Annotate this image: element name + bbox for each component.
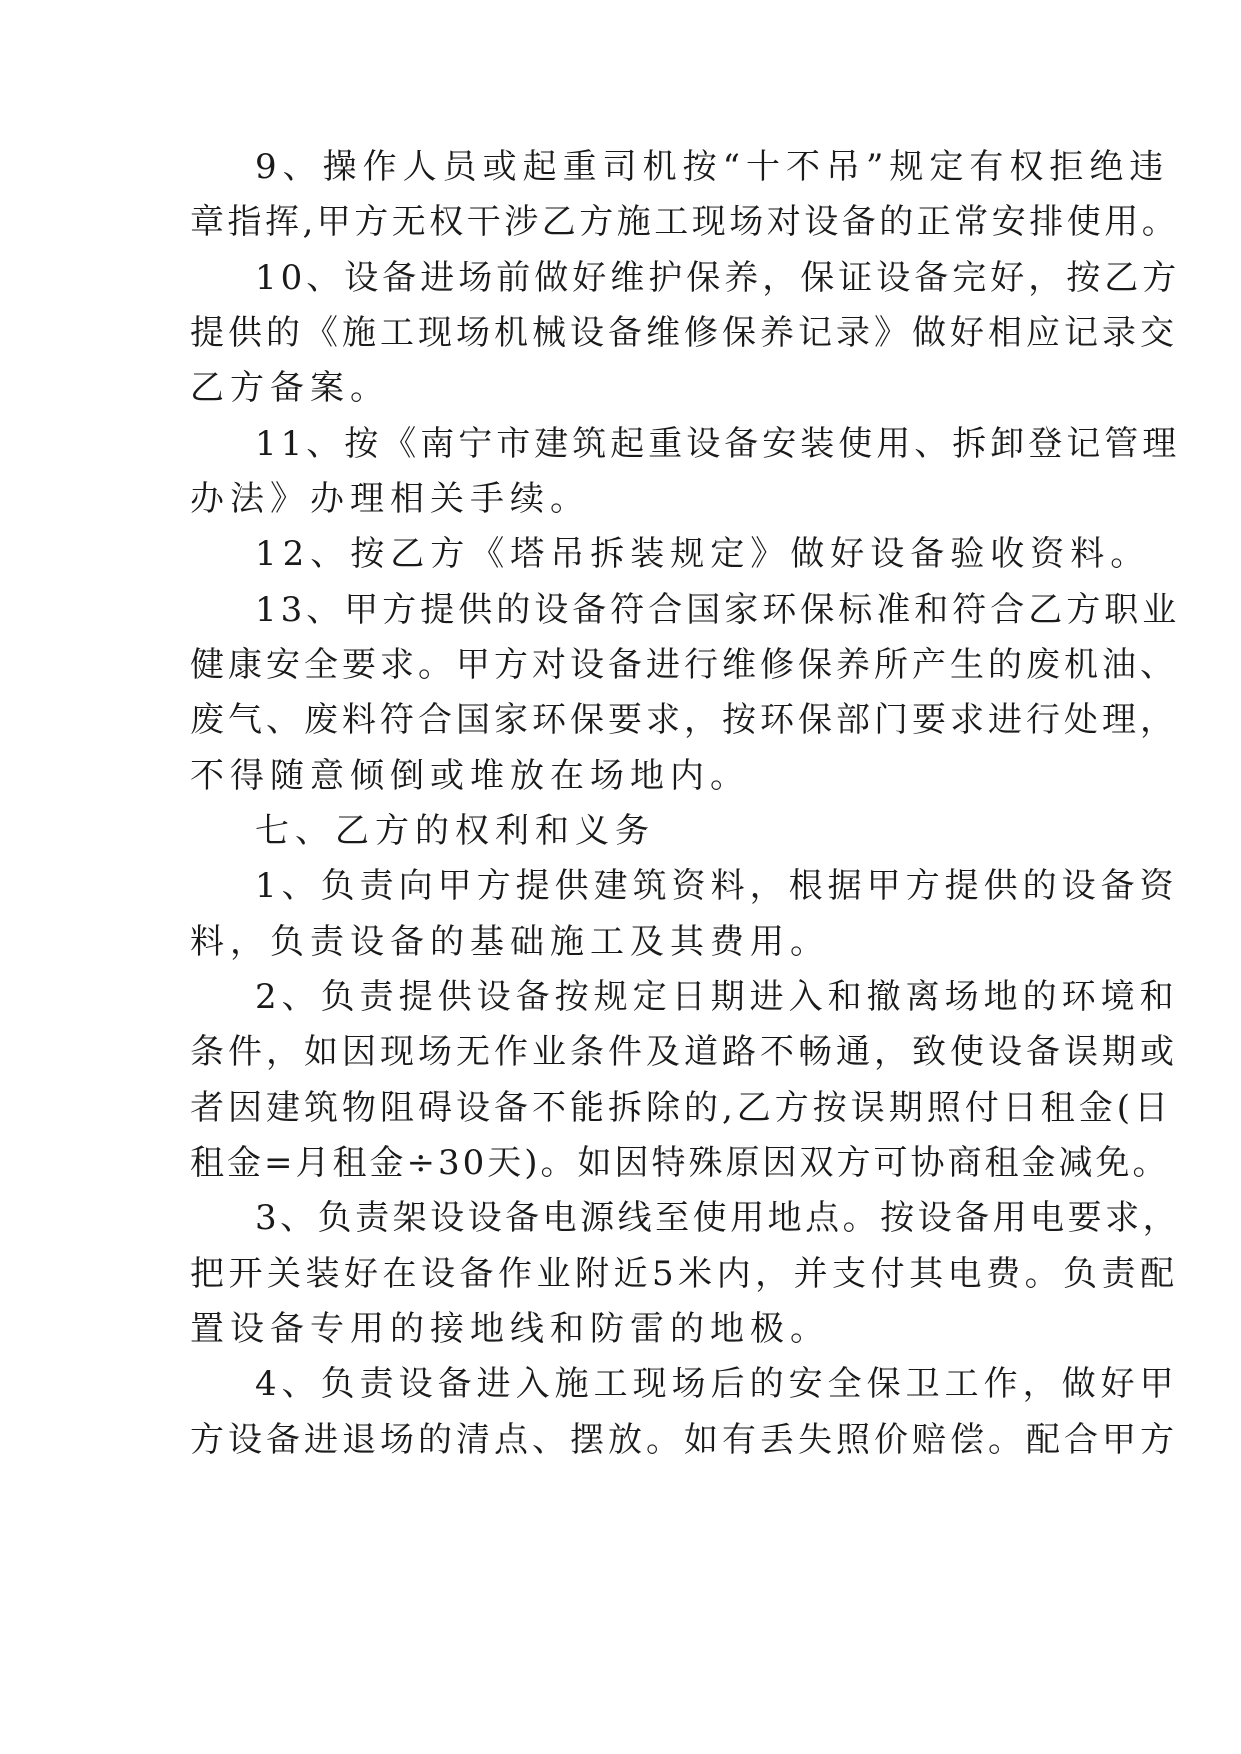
text-line: 方设备进退场的清点、摆放。如有丢失照价赔偿。配合甲方: [190, 1420, 1178, 1460]
text-line: 9、操作人员或起重司机按“十不吊”规定有权拒绝违: [255, 147, 1170, 187]
text-line: 不得随意倾倒或堆放在场地内。: [190, 756, 750, 796]
text-line: 2、负责提供设备按规定日期进入和撤离场地的环境和: [255, 977, 1179, 1017]
text-line: 废气、废料符合国家环保要求，按环保部门要求进行处理，: [190, 700, 1178, 740]
section-heading: 七、乙方的权利和义务: [255, 811, 655, 851]
text-line: 3、负责架设设备电源线至使用地点。按设备用电要求，: [255, 1198, 1181, 1238]
text-line: 者因建筑物阻碍设备不能拆除的,乙方按误期照付日租金(日: [190, 1088, 1173, 1128]
text-line: 章指挥,甲方无权干涉乙方施工现场对设备的正常安排使用。: [190, 202, 1180, 242]
text-line: 健康安全要求。甲方对设备进行维修保养所产生的废机油、: [190, 645, 1178, 685]
text-line: 10、设备进场前做好维护保养，保证设备完好，按乙方: [255, 258, 1181, 298]
text-line: 13、甲方提供的设备符合国家环保标准和符合乙方职业: [255, 590, 1181, 630]
text-line: 办法》办理相关手续。: [190, 479, 590, 519]
text-line: 把开关装好在设备作业附近5米内，并支付其电费。负责配: [190, 1254, 1179, 1294]
text-line: 条件，如因现场无作业条件及道路不畅通，致使设备误期或: [190, 1032, 1178, 1072]
text-line: 4、负责设备进入施工现场后的安全保卫工作，做好甲: [255, 1364, 1179, 1404]
text-line: 租金=月租金÷30天)。如因特殊原因双方可协商租金减免。: [190, 1143, 1170, 1183]
text-line: 乙方备案。: [190, 368, 390, 408]
text-line: 提供的《施工现场机械设备维修保养记录》做好相应记录交: [190, 313, 1178, 353]
text-line: 料，负责设备的基础施工及其费用。: [190, 922, 830, 962]
text-line: 置设备专用的接地线和防雷的地极。: [190, 1309, 830, 1349]
text-line: 12、按乙方《塔吊拆装规定》做好设备验收资料。: [255, 534, 1151, 574]
text-line: 1、负责向甲方提供建筑资料，根据甲方提供的设备资: [255, 866, 1179, 906]
text-line: 11、按《南宁市建筑起重设备安装使用、拆卸登记管理: [255, 424, 1181, 464]
